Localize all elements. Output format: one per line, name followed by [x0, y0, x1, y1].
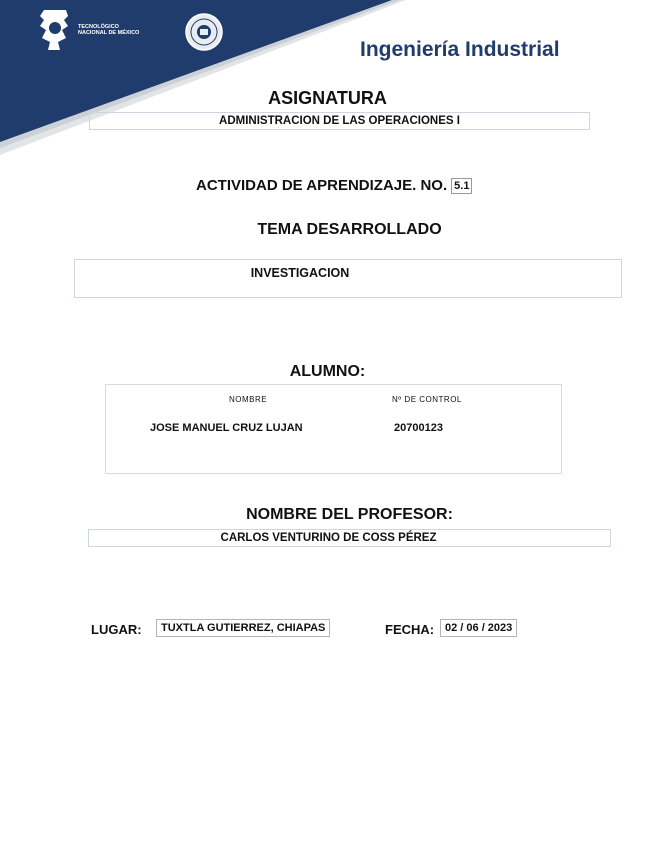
profesor-value: CARLOS VENTURINO DE COSS PÉREZ: [220, 532, 437, 544]
name-column-label: NOMBRE: [229, 395, 268, 404]
student-control-number: 20700123: [394, 422, 443, 434]
asignatura-value: ADMINISTRACION DE LAS OPERACIONES I: [219, 115, 460, 127]
tema-heading: TEMA DESARROLLADO: [257, 221, 442, 238]
profesor-field: [88, 529, 611, 547]
tecnm-emblem-icon: [38, 6, 72, 54]
student-name: JOSE MANUEL CRUZ LUJAN: [150, 422, 303, 434]
tema-value: INVESTIGACION: [250, 266, 350, 280]
lugar-label: LUGAR:: [91, 622, 142, 637]
tecnm-logo: [38, 6, 148, 54]
profesor-heading: NOMBRE DEL PROFESOR:: [246, 506, 453, 523]
institution-line2: NACIONAL DE MÉXICO: [78, 30, 140, 36]
institute-seal-icon: [184, 12, 224, 52]
actividad-heading: ACTIVIDAD DE APRENDIZAJE. NO.: [196, 177, 448, 194]
actividad-line: [196, 177, 472, 194]
tema-field: [74, 259, 622, 298]
actividad-number: 5.1: [451, 178, 472, 194]
asignatura-field: [89, 112, 590, 130]
control-column-label: Nº DE CONTROL: [392, 395, 462, 404]
fecha-label: FECHA:: [385, 622, 435, 637]
institution-line1: TECNOLÓGICO: [78, 24, 119, 30]
asignatura-heading: ASIGNATURA: [268, 88, 387, 108]
career-title: Ingeniería Industrial: [360, 38, 560, 61]
alumno-heading: ALUMNO:: [289, 363, 366, 380]
lugar-value: TUXTLA GUTIERREZ, CHIAPAS: [156, 619, 330, 637]
alumno-table: [105, 384, 562, 474]
fecha-value: 02 / 06 / 2023: [440, 619, 517, 637]
